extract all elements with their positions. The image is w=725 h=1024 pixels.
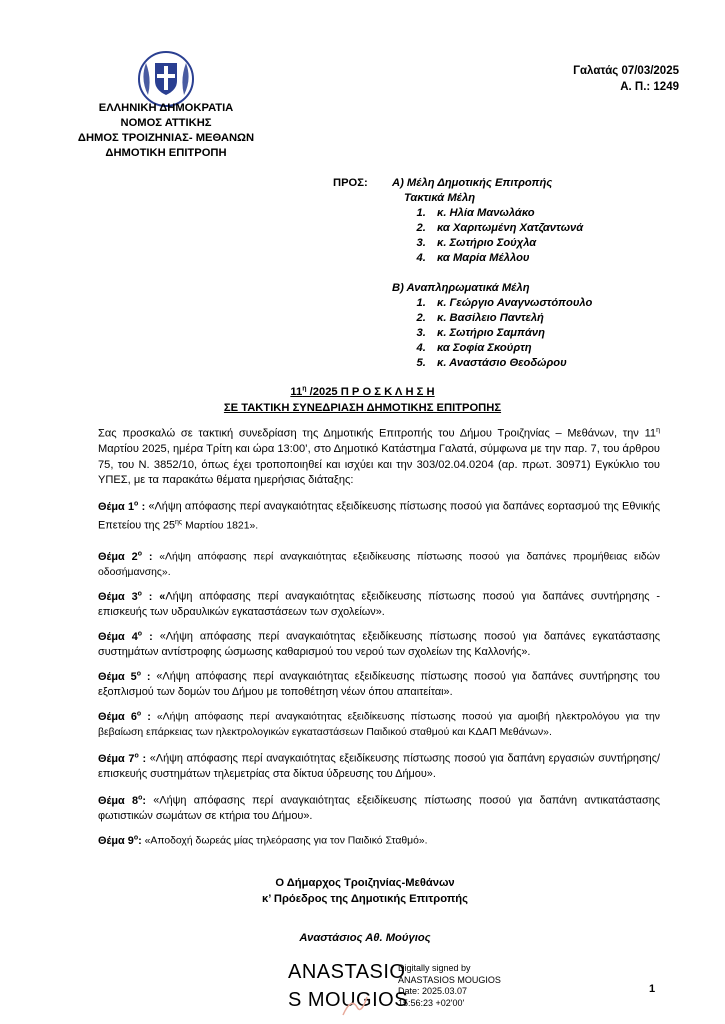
header-line-municipality: ΔΗΜΟΣ ΤΡΟΙΖΗΝΙΑΣ- ΜΕΘΑΝΩΝ bbox=[77, 132, 255, 144]
group-a-members bbox=[392, 206, 592, 266]
dateline bbox=[573, 63, 679, 95]
member-item: 1. κ. Ηλία Μανωλάκο bbox=[429, 206, 592, 221]
member-item: 3. κ. Σωτήριο Σούχλα bbox=[429, 236, 592, 251]
group-a-title: Α) Μέλη Δημοτικής Επιτροπής bbox=[392, 177, 553, 189]
digital-signature-name-line-1: ANASTASIO bbox=[288, 961, 406, 983]
group-b-title: Β) Αναπληρωματικά Μέλη bbox=[392, 282, 530, 294]
invitation-title bbox=[0, 381, 725, 416]
member-item: 2. κ. Βασίλειο Παντελή bbox=[429, 311, 592, 326]
recipients-list bbox=[392, 176, 592, 371]
signatory-title-line-1: Ο Δήμαρχος Τροιζηνίας-Μεθάνων bbox=[275, 877, 455, 889]
member-item: 5. κ. Αναστάσιο Θεοδώρου bbox=[429, 356, 592, 371]
header-line-prefecture: ΝΟΜΟΣ ΑΤΤΙΚΗΣ bbox=[120, 117, 212, 129]
invitation-line-1: $11^\eta$ /2025 Π Ρ Ο Σ Κ Λ Η Σ Η bbox=[290, 385, 435, 398]
protocol-number: Α. Π.: 1249 bbox=[620, 81, 679, 93]
header-line-committee: ΔΗΜΟΤΙΚΗ ΕΠΙΤΡΟΠΗ bbox=[105, 147, 227, 159]
agenda-topic-9: Θέμα $9^o$: «Αποδοχή δωρεάς μίας τηλεόρασης για τον Παιδικό Σταθμό». bbox=[98, 834, 428, 847]
signatory-title-line-2: κ’ Πρόεδρος της Δημοτικής Επιτροπής bbox=[262, 893, 468, 905]
coat-of-arms-emblem bbox=[136, 49, 196, 109]
invitation-line-2: ΣΕ ΤΑΚΤΙΚΗ ΣΥΝΕΔΡΙΑΣΗ ΔΗΜΟΤΙΚΗΣ ΕΠΙΤΡΟΠΗΣ bbox=[223, 401, 502, 414]
agenda-topic-6: Θέμα $6^o$ : «Λήψη απόφασης περί αναγκαιότητας εξειδίκευσης πίστωσης ποσού για αμοιβή ηλεκτρολόγου για την βεβαίωση επάρκειας των ηλεκτρολογικών εγκαταστάσεων Παιδικού σταθμού και ΚΔΑΠ Μεθάνων». bbox=[98, 710, 660, 739]
signature-scribble-icon bbox=[338, 990, 378, 1020]
header-line-republic: ΕΛΛΗΝΙΚΗ ΔΗΜΟΚΡΑΤΙΑ bbox=[98, 102, 234, 114]
agenda-topic-2: Θέμα $2^o$ : «Λήψη απόφασης περί αναγκαιότητας εξειδίκευσης πίστωσης ποσού για δαπάνες προμήθειας ειδών οδοσήμανσης». bbox=[98, 550, 660, 579]
signatory-title bbox=[200, 875, 530, 907]
member-item: 2. κα Χαριτωμένη Χατζαντωνά bbox=[429, 221, 592, 236]
page-number: 1 bbox=[649, 983, 656, 995]
member-item: 3. κ. Σωτήριο Σαμπάνη bbox=[429, 326, 592, 341]
agenda-topic-8: Θέμα $8^o$: «Λήψη απόφασης περί αναγκαιότητας εξειδίκευσης πίστωσης ποσού για δαπάνη αντικατάστασης φωτιστικών σωμάτων σε κτήρια του Δήμου». bbox=[98, 794, 661, 823]
issuer-header bbox=[60, 101, 272, 161]
group-a-subtitle: Τακτικά Μέλη bbox=[404, 192, 476, 204]
intro-paragraph: Σας προσκαλώ σε τακτική συνεδρίαση της Δημοτικής Επιτροπής του Δήμου Τροιζηνίας – Μεθάνων, την $11^\eta$ Μαρτίου 2025, ημέρα Τρίτη και ώρα 13:00’, στο Δημοτικό Κατάστημα Γαλατά, σύμφωνα με την παρ. 7, του άρθρου 75, του Ν. 3852/10, όπως έχει τροποποιηθεί και ισχύει και την 303/02.04.0204 (αρ. πρωτ. 30971) Εγκύκλιο του ΥΠΕΣ, με τα παρακάτω θέματα ημερήσιας διάταξης: bbox=[98, 427, 660, 487]
digital-signature-name-line-2: S MOUGIOS bbox=[288, 989, 409, 1011]
agenda-topic-5: Θέμα $5^o$ : «Λήψη απόφασης περί αναγκαιότητας εξειδίκευσης πίστωσης ποσού για δαπάνες συντήρησης του εξοπλισμού των δομών του Δήμου με τοποθέτηση νέων όπου απαιτείται». bbox=[98, 670, 661, 699]
signatory-name: Αναστάσιος Αθ. Μούγιος bbox=[299, 932, 431, 944]
member-item: 4. κα Σοφία Σκούρτη bbox=[429, 341, 592, 356]
agenda-topic-3: Θέμα $3^o$ : «Λήψη απόφασης περί αναγκαιότητας εξειδίκευσης πίστωσης ποσού για δαπάνες συντήρησης - επισκευής των υδραυλικών εγκαταστάσεων των σχολείων». bbox=[98, 590, 660, 619]
member-item: 4. κα Μαρία Μέλλου bbox=[429, 251, 592, 266]
place-date: Γαλατάς 07/03/2025 bbox=[573, 65, 679, 77]
digital-signature-details: Digitally signed by ANASTASIOS MOUGIOS Date: 2025.03.07 15:56:23 +02'00' bbox=[398, 963, 501, 1008]
recipients-label: ΠΡΟΣ: bbox=[333, 177, 368, 189]
group-b-members bbox=[392, 296, 592, 371]
member-item: 1. κ. Γεώργιο Αναγνωστόπουλο bbox=[429, 296, 592, 311]
agenda-topic-4: Θέμα $4^o$ : «Λήψη απόφασης περί αναγκαιότητας εξειδίκευσης πίστωσης ποσού για δαπάνες εγκατάστασης συστημάτων αντίστροφης ώσμωσης καθαρισμού του νερού των σχολείων της Καλλονής». bbox=[98, 630, 661, 659]
agenda-topic-1: Θέμα $1^o$ : «Λήψη απόφασης περί αναγκαιότητας εξειδίκευσης πίστωσης ποσού για δαπάνες εορτασμού της Εθνικής Επετείου της $25^{\eta\varsigma}$ Μαρτίου 1821». bbox=[98, 500, 660, 532]
agenda-topic-7: Θέμα $7^o$ : «Λήψη απόφασης περί αναγκαιότητας εξειδίκευσης πίστωσης ποσού για δαπάνη εργασιών συντήρησης/επισκευής συστημάτων τηλεμετρίας στα δίκτυα ύδρευσης του Δήμου». bbox=[98, 752, 661, 781]
